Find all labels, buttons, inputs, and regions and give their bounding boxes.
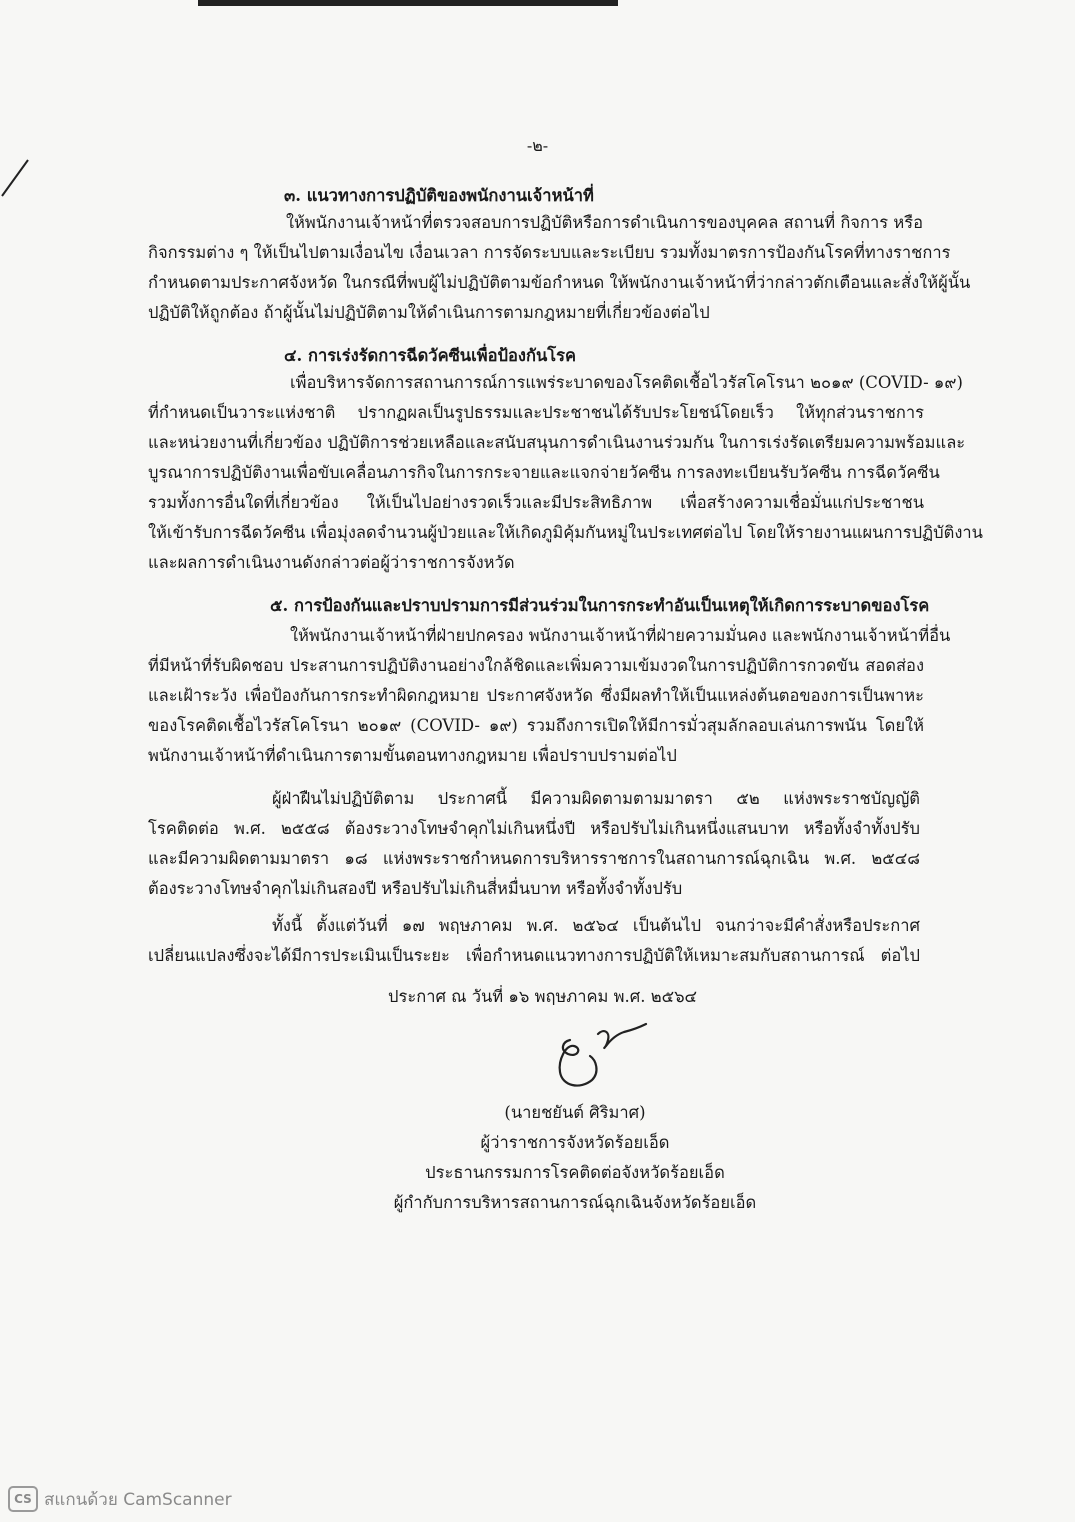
page-number: -๒- [526, 136, 549, 155]
section-5-line: ของโรคติดเชื้อไวรัสโคโรนา ๒๐๑๙ (COVID- ๑๙) รวมถึงการเปิดให้มีการมั่วสุมลักลอบเล่นการพนัน โดยให้ [148, 716, 924, 735]
announce-date: ประกาศ ณ วันที่ ๑๖ พฤษภาคม พ.ศ. ๒๕๖๔ [388, 987, 698, 1006]
section-4-line: ที่กำหนดเป็นวาระแห่งชาติ ปรากฏผลเป็นรูปธรรมและประชาชนได้รับประโยชน์โดยเร็ว ให้ทุกส่วนราชการ [148, 403, 924, 422]
section-4-line: เพื่อบริหารจัดการสถานการณ์การแพร่ระบาดของโรคติดเชื้อไวรัสโคโรนา ๒๐๑๙ (COVID- ๑๙) [290, 373, 963, 392]
section-3-line: กิจกรรมต่าง ๆ ให้เป็นไปตามเงื่อนไข เงื่อนเวลา การจัดระบบและระเบียบ รวมทั้งมาตรการป้องกันโรคที่ทางราชการ [148, 243, 951, 262]
penalty-line: ผู้ฝ่าฝืนไม่ปฏิบัติตาม ประกาศนี้ มีความผิดตามตามมาตรา ๕๒ แห่งพระราชบัญญัติ [272, 789, 920, 808]
signatory-name: (นายชยันต์ ศิริมาศ) [504, 1103, 646, 1122]
section-5-line: และเฝ้าระวัง เพื่อป้องกันการกระทำผิดกฎหมาย ประกาศจังหวัด ซึ่งมีผลทำให้เป็นแหล่งต้นตอของการเป็นพาหะ [148, 686, 924, 705]
section-3-line: ให้พนักงานเจ้าหน้าที่ตรวจสอบการปฏิบัติหรือการดำเนินการของบุคคล สถานที่ กิจการ หรือ [286, 213, 923, 232]
effective-line: ทั้งนี้ ตั้งแต่วันที่ ๑๗ พฤษภาคม พ.ศ. ๒๕๖๔ เป็นต้นไป จนกว่าจะมีคำสั่งหรือประกาศ [272, 916, 920, 935]
camscanner-text: สแกนด้วย CamScanner [44, 1489, 232, 1510]
scan-edge-mark [198, 0, 618, 6]
section-5-line: ให้พนักงานเจ้าหน้าที่ฝ่ายปกครอง พนักงานเจ้าหน้าที่ฝ่ายความมั่นคง และพนักงานเจ้าหน้าที่อื่น [290, 626, 951, 645]
signatory-title: ประธานกรรมการโรคติดต่อจังหวัดร้อยเอ็ด [425, 1163, 725, 1182]
penalty-line: โรคติดต่อ พ.ศ. ๒๕๕๘ ต้องระวางโทษจำคุกไม่เกินหนึ่งปี หรือปรับไม่เกินหนึ่งแสนบาท หรือทั้งจำทั้งปรับ [148, 819, 920, 838]
section-3-line: ปฏิบัติให้ถูกต้อง ถ้าผู้นั้นไม่ปฏิบัติตามให้ดำเนินการตามกฎหมายที่เกี่ยวข้องต่อไป [148, 303, 710, 322]
section-4-line: รวมทั้งการอื่นใดที่เกี่ยวข้อง ให้เป็นไปอย่างรวดเร็วและมีประสิทธิภาพ เพื่อสร้างความเชื่อมั่นแก่ประชาชน [148, 493, 924, 512]
effective-line: เปลี่ยนแปลงซึ่งจะได้มีการประเมินเป็นระยะ เพื่อกำหนดแนวทางการปฏิบัติให้เหมาะสมกับสถานการณ์ ต่อไป [148, 946, 920, 965]
signatory-title: ผู้กำกับการบริหารสถานการณ์ฉุกเฉินจังหวัดร้อยเอ็ด [393, 1193, 757, 1212]
camscanner-logo: CS [8, 1486, 38, 1512]
penalty-line: ต้องระวางโทษจำคุกไม่เกินสองปี หรือปรับไม่เกินสี่หมื่นบาท หรือทั้งจำทั้งปรับ [148, 879, 683, 898]
section-3-heading: ๓. แนวทางการปฏิบัติของพนักงานเจ้าหน้าที่ [284, 186, 594, 205]
handwritten-signature [540, 1010, 660, 1095]
section-3-line: กำหนดตามประกาศจังหวัด ในกรณีที่พบผู้ไม่ปฏิบัติตามข้อกำหนด ให้พนักงานเจ้าหน้าที่ว่ากล่าวตักเตือนและสั่งให้ผู้นั้น [148, 273, 971, 292]
section-4-line: ให้เข้ารับการฉีดวัคซีน เพื่อมุ่งลดจำนวนผู้ป่วยและให้เกิดภูมิคุ้มกันหมู่ในประเทศต่อไป โดยให้รายงานแผนการปฏิบัติงาน [148, 523, 983, 542]
camscanner-watermark [8, 1484, 232, 1514]
section-4-heading: ๔. การเร่งรัดการฉีดวัคซีนเพื่อป้องกันโรค [284, 346, 576, 365]
section-5-heading: ๕. การป้องกันและปราบปรามการมีส่วนร่วมในการกระทำอันเป็นเหตุให้เกิดการระบาดของโรค [270, 596, 930, 615]
section-5-line: พนักงานเจ้าหน้าที่ดำเนินการตามขั้นตอนทางกฎหมาย เพื่อปราบปรามต่อไป [148, 746, 677, 765]
section-4-line: และผลการดำเนินงานดังกล่าวต่อผู้ว่าราชการจังหวัด [148, 553, 515, 572]
section-5-line: ที่มีหน้าที่รับผิดชอบ ประสานการปฏิบัติงานอย่างใกล้ชิดและเพิ่มความเข้มงวดในการปฏิบัติการกวดขัน สอดส่อง [148, 656, 924, 675]
margin-pen-mark [0, 158, 30, 198]
signatory-title: ผู้ว่าราชการจังหวัดร้อยเอ็ด [480, 1133, 670, 1152]
section-4-line: และหน่วยงานที่เกี่ยวข้อง ปฏิบัติการช่วยเหลือและสนับสนุนการดำเนินงานร่วมกัน ในการเร่งรัดเตรียมความพร้อมและ [148, 433, 966, 452]
section-4-line: บูรณาการปฏิบัติงานเพื่อขับเคลื่อนภารกิจในการกระจายและแจกจ่ายวัคซีน การลงทะเบียนรับวัคซีน การฉีดวัคซีน [148, 463, 940, 482]
penalty-line: และมีความผิดตามมาตรา ๑๘ แห่งพระราชกำหนดการบริหารราชการในสถานการณ์ฉุกเฉิน พ.ศ. ๒๕๔๘ [148, 849, 920, 868]
